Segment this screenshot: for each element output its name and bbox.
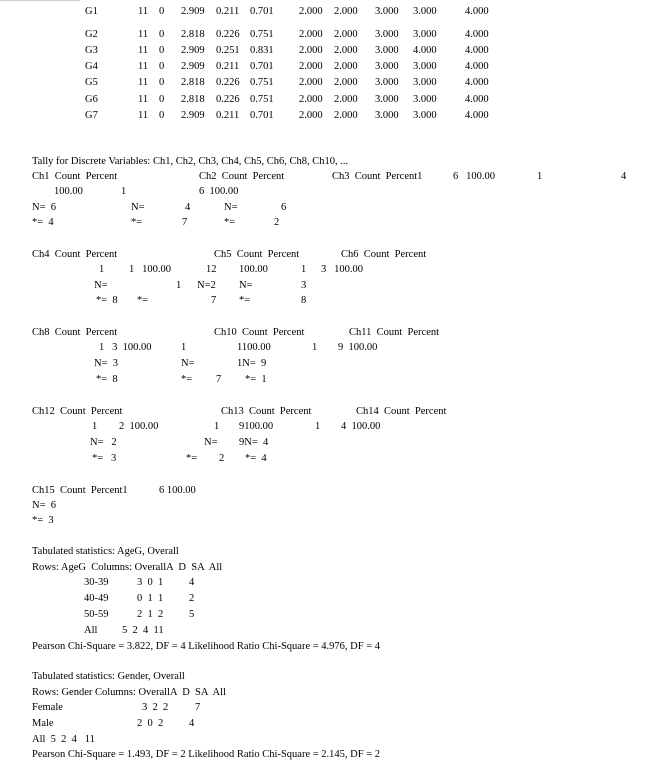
n-value: 11 xyxy=(138,110,149,121)
tally-n: N= xyxy=(224,202,238,213)
row-label: G7 xyxy=(85,110,98,121)
stdev-value: 0.701 xyxy=(250,61,274,72)
row-total: 7 xyxy=(195,702,201,713)
row-cells: 0 1 1 xyxy=(137,593,164,604)
tally-value: 1 100.00 xyxy=(129,264,171,275)
n-value: 11 xyxy=(138,29,149,40)
row-cells: 2 0 2 xyxy=(137,718,164,729)
row-label: All 5 2 4 11 xyxy=(32,734,95,745)
stdev-value: 0.751 xyxy=(250,29,274,40)
tally-value: 3 100.00 xyxy=(321,264,363,275)
tally-value: 2 xyxy=(274,217,280,228)
tally-header: Ch14 Count Percent xyxy=(356,406,447,417)
tally-value: 6 xyxy=(281,202,287,213)
mean-value: 2.909 xyxy=(181,110,205,121)
tally-value: 7 xyxy=(211,295,217,306)
tally-value: 1 xyxy=(537,171,543,182)
max-value: 4.000 xyxy=(465,61,489,72)
q1-value: 2.000 xyxy=(334,77,358,88)
row-label: Female xyxy=(32,702,63,713)
n-value: 11 xyxy=(138,77,149,88)
stdev-value: 0.751 xyxy=(250,77,274,88)
nmiss-value: 0 xyxy=(159,45,165,56)
tally-value: 1 xyxy=(92,421,98,432)
tally-header: Ch10 Count Percent xyxy=(214,327,305,338)
tally-header: Ch6 Count Percent xyxy=(341,249,427,260)
nmiss-value: 0 xyxy=(159,77,165,88)
mean-value: 2.818 xyxy=(181,77,205,88)
min-value: 2.000 xyxy=(299,94,323,105)
nmiss-value: 0 xyxy=(159,29,165,40)
tally-header: Ch5 Count Percent xyxy=(214,249,300,260)
tally-n: N= xyxy=(239,280,253,291)
tally-value: 6 100.00 xyxy=(159,485,196,496)
semean-value: 0.211 xyxy=(216,6,240,17)
tally-header: Ch13 Count Percent xyxy=(221,406,312,417)
tally-n: N= 3 xyxy=(94,358,119,369)
max-value: 4.000 xyxy=(465,6,489,17)
tally-missing: *= xyxy=(224,217,236,228)
q3-value: 3.000 xyxy=(413,6,437,17)
median-value: 3.000 xyxy=(375,110,399,121)
semean-value: 0.226 xyxy=(216,29,240,40)
tally-n: N= 6 xyxy=(32,202,57,213)
tally-value: 6 100.00 xyxy=(453,171,495,182)
rows-columns-label: Rows: Gender Columns: OverallA D SA All xyxy=(32,687,226,698)
tally-n: N= 2 xyxy=(90,437,117,448)
row-label: G2 xyxy=(85,29,98,40)
stdev-value: 0.751 xyxy=(250,94,274,105)
tally-n: N= 6 xyxy=(32,500,57,511)
tally-n: N= xyxy=(94,280,108,291)
row-label: 30-39 xyxy=(84,577,109,588)
min-value: 2.000 xyxy=(299,61,323,72)
tally-header: Ch11 Count Percent xyxy=(349,327,440,338)
max-value: 4.000 xyxy=(465,77,489,88)
mean-value: 2.909 xyxy=(181,45,205,56)
nmiss-value: 0 xyxy=(159,6,165,17)
median-value: 3.000 xyxy=(375,6,399,17)
nmiss-value: 0 xyxy=(159,61,165,72)
tally-value: 7 xyxy=(182,217,188,228)
tally-missing: *= 4 xyxy=(245,453,267,464)
median-value: 3.000 xyxy=(375,94,399,105)
stdev-value: 0.831 xyxy=(250,45,274,56)
min-value: 2.000 xyxy=(299,45,323,56)
section-title: Tabulated statistics: AgeG, Overall xyxy=(32,546,179,557)
row-cells: 5 2 4 11 xyxy=(122,625,164,636)
tally-value: 1 xyxy=(99,264,105,275)
tally-missing: *= xyxy=(239,295,251,306)
tally-missing: *= 8 xyxy=(96,374,118,385)
tally-value: 9100.00 xyxy=(239,421,274,432)
tally-missing: *= 8 xyxy=(96,295,118,306)
tally-header: Ch1 Count Percent xyxy=(32,171,118,182)
row-cells: 3 2 2 xyxy=(142,702,169,713)
page-top-rule xyxy=(0,0,80,1)
rows-columns-label: Rows: AgeG Columns: OverallA D SA All xyxy=(32,562,223,573)
tally-missing: *= xyxy=(181,374,193,385)
tally-value: 1100.00 xyxy=(237,342,271,353)
q3-value: 3.000 xyxy=(413,61,437,72)
tally-n: N= xyxy=(181,358,195,369)
tally-value: 1 xyxy=(181,342,187,353)
q3-value: 4.000 xyxy=(413,45,437,56)
mean-value: 2.909 xyxy=(181,61,205,72)
q3-value: 3.000 xyxy=(413,77,437,88)
semean-value: 0.226 xyxy=(216,94,240,105)
tally-n: N= xyxy=(204,437,218,448)
min-value: 2.000 xyxy=(299,77,323,88)
row-total: 4 xyxy=(189,577,195,588)
median-value: 3.000 xyxy=(375,77,399,88)
tally-header: Ch8 Count Percent xyxy=(32,327,118,338)
tally-value: 1 3 100.00 xyxy=(99,342,152,353)
max-value: 4.000 xyxy=(465,94,489,105)
tally-value: 4 100.00 xyxy=(341,421,381,432)
median-value: 3.000 xyxy=(375,61,399,72)
row-label: G6 xyxy=(85,94,98,105)
row-label: G3 xyxy=(85,45,98,56)
tally-missing: *= 4 xyxy=(32,217,54,228)
tally-value: 8 xyxy=(301,295,307,306)
min-value: 2.000 xyxy=(299,6,323,17)
row-label: G1 xyxy=(85,6,98,17)
n-value: 11 xyxy=(138,94,149,105)
tally-header: Ch2 Count Percent xyxy=(199,171,285,182)
row-total: 5 xyxy=(189,609,195,620)
stdev-value: 0.701 xyxy=(250,110,274,121)
n-value: 11 xyxy=(138,45,149,56)
q1-value: 2.000 xyxy=(334,110,358,121)
max-value: 4.000 xyxy=(465,29,489,40)
tally-value: 7 xyxy=(216,374,222,385)
q3-value: 3.000 xyxy=(413,94,437,105)
tally-value: 2 100.00 xyxy=(119,421,159,432)
n-value: 11 xyxy=(138,61,149,72)
mean-value: 2.818 xyxy=(181,29,205,40)
tally-value: 4 xyxy=(185,202,191,213)
tally-value: 1 xyxy=(301,264,307,275)
semean-value: 0.226 xyxy=(216,77,240,88)
tally-missing: *= xyxy=(131,217,143,228)
stdev-value: 0.701 xyxy=(250,6,274,17)
tally-value: 1 xyxy=(176,280,182,291)
tally-header: Ch4 Count Percent xyxy=(32,249,118,260)
chi-square-line: Pearson Chi-Square = 3.822, DF = 4 Likelihood Ratio Chi-Square = 4.976, DF = 4 xyxy=(32,641,380,652)
q3-value: 3.000 xyxy=(413,110,437,121)
n-value: 11 xyxy=(138,6,149,17)
q1-value: 2.000 xyxy=(334,29,358,40)
nmiss-value: 0 xyxy=(159,94,165,105)
semean-value: 0.251 xyxy=(216,45,240,56)
tally-value: 100.00 xyxy=(239,264,268,275)
tally-n: 1N= 9 xyxy=(237,358,267,369)
tally-header: Ch15 Count Percent1 xyxy=(32,485,128,496)
tally-value: 6 100.00 xyxy=(199,186,239,197)
median-value: 3.000 xyxy=(375,45,399,56)
tally-value: 1 xyxy=(315,421,321,432)
q1-value: 2.000 xyxy=(334,61,358,72)
chi-square-line: Pearson Chi-Square = 1.493, DF = 2 Likelihood Ratio Chi-Square = 2.145, DF = 2 xyxy=(32,749,380,760)
mean-value: 2.909 xyxy=(181,6,205,17)
row-total: 4 xyxy=(189,718,195,729)
row-label: Male xyxy=(32,718,54,729)
median-value: 3.000 xyxy=(375,29,399,40)
semean-value: 0.211 xyxy=(216,110,240,121)
section-title: Tabulated statistics: Gender, Overall xyxy=(32,671,185,682)
tally-heading: Tally for Discrete Variables: Ch1, Ch2, Ch3, Ch4, Ch5, Ch6, Ch8, Ch10, ... xyxy=(32,156,349,167)
row-label: 50-59 xyxy=(84,609,109,620)
q1-value: 2.000 xyxy=(334,94,358,105)
row-total: 2 xyxy=(189,593,195,604)
tally-missing: *= 3 xyxy=(32,515,54,526)
q3-value: 3.000 xyxy=(413,29,437,40)
max-value: 4.000 xyxy=(465,45,489,56)
row-label: G5 xyxy=(85,77,98,88)
tally-missing: *= xyxy=(186,453,198,464)
q1-value: 2.000 xyxy=(334,45,358,56)
tally-header: Ch3 Count Percent1 xyxy=(332,171,423,182)
tally-value: 100.00 xyxy=(54,186,83,197)
tally-value: 12 xyxy=(206,264,217,275)
tally-header: Ch12 Count Percent xyxy=(32,406,123,417)
q1-value: 2.000 xyxy=(334,6,358,17)
tally-missing: *= xyxy=(137,295,149,306)
tally-value: 3 xyxy=(301,280,307,291)
tally-missing: *= 1 xyxy=(245,374,267,385)
tally-value: 9 100.00 xyxy=(338,342,378,353)
tally-missing: *= 3 xyxy=(92,453,117,464)
tally-value: 4 xyxy=(621,171,627,182)
row-label: All xyxy=(84,625,98,636)
mean-value: 2.818 xyxy=(181,94,205,105)
min-value: 2.000 xyxy=(299,110,323,121)
tally-value: 1 xyxy=(121,186,127,197)
tally-value: 2 xyxy=(219,453,225,464)
row-cells: 2 1 2 xyxy=(137,609,164,620)
row-cells: 3 0 1 xyxy=(137,577,164,588)
min-value: 2.000 xyxy=(299,29,323,40)
nmiss-value: 0 xyxy=(159,110,165,121)
row-label: 40-49 xyxy=(84,593,109,604)
tally-n: N= xyxy=(131,202,145,213)
tally-n: 9N= 4 xyxy=(239,437,269,448)
semean-value: 0.211 xyxy=(216,61,240,72)
tally-value: 1 xyxy=(214,421,220,432)
row-label: G4 xyxy=(85,61,98,72)
max-value: 4.000 xyxy=(465,110,489,121)
tally-value: 1 xyxy=(312,342,318,353)
tally-n: N=2 xyxy=(197,280,216,291)
